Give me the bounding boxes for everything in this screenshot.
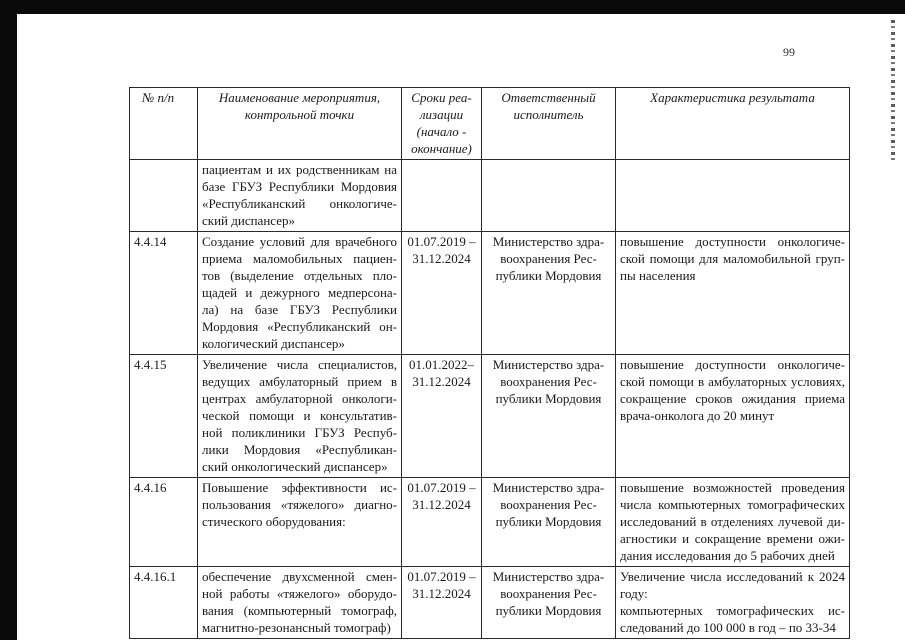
row-responsible-line: Министерство здра-	[492, 480, 605, 495]
row-measure-name-line: ческой помощи и консультатив-	[202, 408, 397, 423]
row-responsible-line: публики Мордовия	[495, 391, 602, 406]
scan-top-border	[0, 0, 905, 14]
row-result-line: повышение доступности онкологиче-	[620, 357, 845, 372]
row-measure-name-line: Увеличение числа специалистов,	[202, 357, 397, 372]
row-result	[616, 567, 850, 639]
scan-right-edge-artifact	[891, 20, 895, 160]
row-result	[616, 478, 850, 567]
row-measure-name-line: обеспечение двухсменной смен-	[202, 569, 397, 584]
row-responsible-line: Министерство здра-	[492, 234, 605, 249]
row-measure-name-line: магнитно-резонансный томограф)	[202, 620, 391, 635]
row-measure-name-line: стического оборудования:	[202, 514, 346, 529]
page-number: 99	[783, 45, 795, 59]
measures-table	[129, 87, 850, 639]
row-result-line: следований до 100 000 в год – по 33-34	[620, 620, 836, 635]
row-responsible-line: публики Мордовия	[495, 268, 602, 283]
table-row	[130, 478, 850, 567]
row-measure-name-line: пользования «тяжелого» диагно-	[202, 497, 397, 512]
row-measure-name-line: ной работы «тяжелого» оборудо-	[202, 586, 397, 601]
row-dates	[402, 478, 482, 567]
row-result-line: числа компьютерных томографических	[620, 497, 845, 512]
row-result-line: Увеличение числа исследований к 2024	[620, 569, 845, 584]
row-measure-name-line: ной поликлиники ГБУЗ Респуб-	[202, 425, 397, 440]
row-dates	[402, 355, 482, 478]
row-measure-name	[198, 478, 402, 567]
row-number: 4.4.15	[130, 355, 198, 478]
header-responsible: Ответственный исполнитель	[482, 88, 616, 160]
header-dates: Сроки реа- лизации (начало - окончание)	[402, 88, 482, 160]
table-header-row	[130, 88, 850, 160]
row-measure-name	[198, 232, 402, 355]
row-responsible-line: Министерство здра-	[492, 569, 605, 584]
row-responsible-line: воохранения Рес-	[500, 251, 597, 266]
table-row	[130, 232, 850, 355]
row-dates-line: 01.01.2022–	[409, 357, 474, 372]
row-measure-name-line: ла) на базе ГБУЗ Республики	[202, 302, 397, 317]
row-measure-name-line: Повышение эффективности ис-	[202, 480, 397, 495]
row-result-line: пы населения	[620, 268, 696, 283]
row-result-line: исследований в отделениях лучевой ди-	[620, 514, 845, 529]
row-dates-line: 31.12.2024	[412, 586, 471, 601]
header-measure-name: Наименование мероприятия, контрольной точки	[198, 88, 402, 160]
row-measure-name	[198, 355, 402, 478]
row-result-line: повышение возможностей проведения	[620, 480, 845, 495]
row-measure-name-line: приема маломобильных пациен-	[202, 251, 397, 266]
row-measure-name-line: щадей и дежурного медперсона-	[202, 285, 397, 300]
row-measure-name-line: ведущих амбулаторный прием в	[202, 374, 397, 389]
row-responsible	[482, 160, 616, 232]
row-dates-line: 31.12.2024	[412, 251, 471, 266]
row-number: 4.4.14	[130, 232, 198, 355]
row-responsible	[482, 478, 616, 567]
row-measure-name-line: Мордовия «Республиканский он-	[202, 319, 397, 334]
row-result	[616, 232, 850, 355]
header-number: № п/п	[130, 88, 198, 160]
row-number	[130, 160, 198, 232]
row-responsible-line: публики Мордовия	[495, 603, 602, 618]
row-result-line: врача-онколога до 20 минут	[620, 408, 775, 423]
row-result-line: ской помощи в амбулаторных условиях,	[620, 374, 845, 389]
row-responsible-line: воохранения Рес-	[500, 374, 597, 389]
row-measure-name-line: ский онкологический диспансер»	[202, 459, 388, 474]
row-dates-line: 01.07.2019 –	[407, 234, 476, 249]
row-measure-name-line: Создание условий для врачебного	[202, 234, 397, 249]
row-dates-line: 01.07.2019 –	[407, 480, 476, 495]
row-measure-name-line: пациентам и их родственникам на	[202, 162, 397, 177]
row-measure-name-line: тов (выделение отдельных пло-	[202, 268, 397, 283]
row-measure-name	[198, 567, 402, 639]
row-responsible-line: Министерство здра-	[492, 357, 605, 372]
table-row	[130, 355, 850, 478]
row-measure-name-line: центрах амбулаторной онкологи-	[202, 391, 397, 406]
row-result-line: агностики и сокращение времени ожи-	[620, 531, 845, 546]
row-result	[616, 160, 850, 232]
row-result-line: сокращение сроков ожидания приема	[620, 391, 845, 406]
row-responsible-line: воохранения Рес-	[500, 586, 597, 601]
row-dates-line: 01.07.2019 –	[407, 569, 476, 584]
table-row	[130, 567, 850, 639]
row-result-line: ской помощи для маломобильной груп-	[620, 251, 845, 266]
row-measure-name	[198, 160, 402, 232]
scan-left-border	[0, 0, 17, 640]
row-responsible-line: публики Мордовия	[495, 514, 602, 529]
row-result-line: году:	[620, 586, 648, 601]
row-measure-name-line: кологический диспансер»	[202, 336, 345, 351]
row-measure-name-line: «Республиканский онкологиче-	[202, 196, 397, 211]
row-number: 4.4.16.1	[130, 567, 198, 639]
row-dates-line: 31.12.2024	[412, 497, 471, 512]
row-result-line: дания исследования до 5 рабочих дней	[620, 548, 835, 563]
row-measure-name-line: базе ГБУЗ Республики Мордовия	[202, 179, 397, 194]
row-measure-name-line: лики Мордовия «Республикан-	[202, 442, 397, 457]
row-measure-name-line: вания (компьютерный томограф,	[202, 603, 397, 618]
row-dates	[402, 232, 482, 355]
row-responsible	[482, 232, 616, 355]
row-number: 4.4.16	[130, 478, 198, 567]
row-measure-name-line: ский диспансер»	[202, 213, 295, 228]
row-result-line: компьютерных томографических ис-	[620, 603, 845, 618]
row-result	[616, 355, 850, 478]
row-dates	[402, 567, 482, 639]
row-dates	[402, 160, 482, 232]
table-row	[130, 160, 850, 232]
row-responsible-line: воохранения Рес-	[500, 497, 597, 512]
header-result: Характеристика результата	[616, 88, 850, 160]
row-dates-line: 31.12.2024	[412, 374, 471, 389]
row-responsible	[482, 567, 616, 639]
row-result-line: повышение доступности онкологиче-	[620, 234, 845, 249]
row-responsible	[482, 355, 616, 478]
